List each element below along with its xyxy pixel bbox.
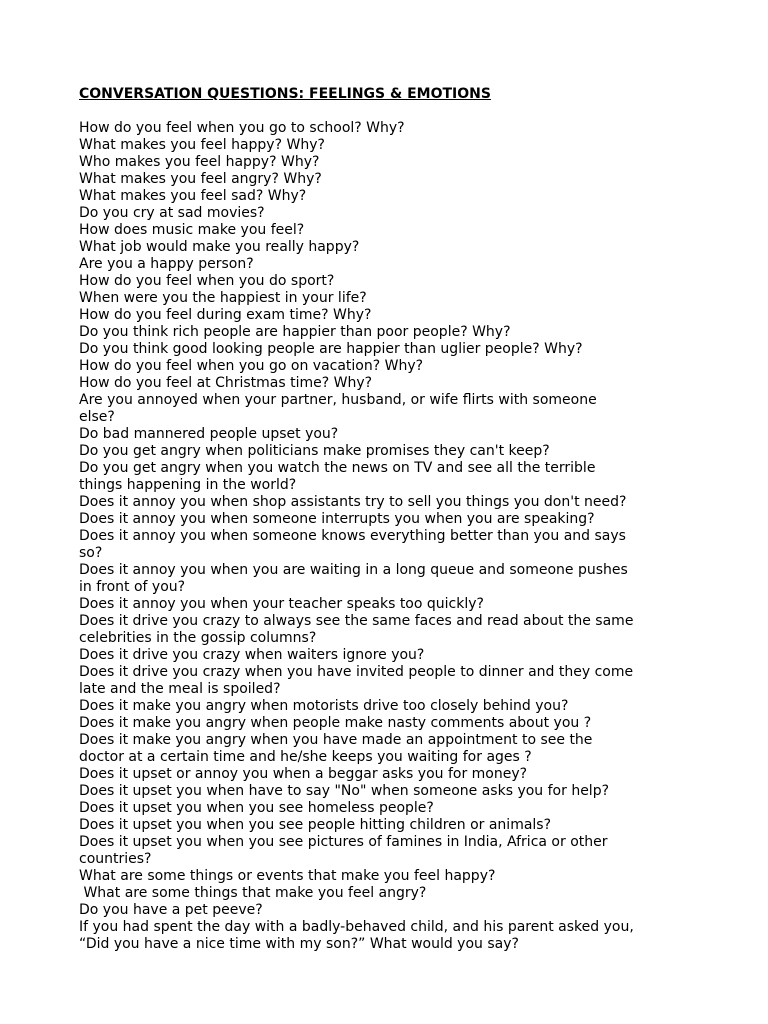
question-item: What are some things that make you feel angry? [79,885,427,901]
question-item: If you had spent the day with a badly-behaved child, and his parent asked you, “Did you have a nice time with my son?” What would you say? [79,919,634,952]
question-item: Does it annoy you when you are waiting in a long queue and someone pushes in front of you? [79,562,628,595]
question-item: Do you think rich people are happier than poor people? Why? [79,324,511,340]
question-item: Does it drive you crazy to always see the same faces and read about the same celebrities in the gossip columns? [79,613,634,646]
question-item: Does it upset you when you see people hitting children or animals? [79,817,552,833]
question-item: Do you get angry when politicians make promises they can't keep? [79,443,550,459]
question-item: Do you have a pet peeve? [79,902,263,918]
question-item: How do you feel during exam time? Why? [79,307,372,323]
question-item: Do bad mannered people upset you? [79,426,339,442]
question-item: When were you the happiest in your life? [79,290,367,306]
question-item: What are some things or events that make you feel happy? [79,868,496,884]
question-item: Does it make you angry when people make nasty comments about you ? [79,715,592,731]
question-item: How do you feel when you go to school? Why? [79,120,405,136]
question-item: How do you feel when you go on vacation? Why? [79,358,424,374]
question-item: Does it drive you crazy when you have invited people to dinner and they come late and the meal is spoiled? [79,664,634,697]
question-item: What makes you feel sad? Why? [79,188,307,204]
question-item: How do you feel at Christmas time? Why? [79,375,373,391]
question-item: Does it annoy you when someone interrupts you when you are speaking? [79,511,595,527]
question-item: Does it upset you when you see pictures of famines in India, Africa or other countries? [79,834,608,867]
question-item: Does it make you angry when motorists drive too closely behind you? [79,698,569,714]
question-item: Does it upset you when have to say "No" when someone asks you for help? [79,783,610,799]
question-item: Does it make you angry when you have made an appointment to see the doctor at a certain time and he/she keeps you waiting for ages ? [79,732,593,765]
question-item: Does it annoy you when someone knows everything better than you and says so? [79,528,626,561]
question-item: Does it annoy you when your teacher speaks too quickly? [79,596,484,612]
question-item: Does it upset you when you see homeless people? [79,800,434,816]
document-title: CONVERSATION QUESTIONS: FEELINGS & EMOTIONS [79,86,491,102]
question-item: How do you feel when you do sport? [79,273,335,289]
question-item: Who makes you feel happy? Why? [79,154,320,170]
question-item: Do you think good looking people are happier than uglier people? Why? [79,341,583,357]
question-item: Do you cry at sad movies? [79,205,265,221]
question-item: What job would make you really happy? [79,239,360,255]
question-item: Do you get angry when you watch the news on TV and see all the terrible things happening in the world? [79,460,596,493]
question-item: What makes you feel angry? Why? [79,171,322,187]
question-item: What makes you feel happy? Why? [79,137,325,153]
question-item: Are you a happy person? [79,256,254,272]
question-item: Does it drive you crazy when waiters ignore you? [79,647,425,663]
document-page [79,86,719,953]
question-item: Are you annoyed when your partner, husband, or wife flirts with someone else? [79,392,597,425]
question-item: Does it annoy you when shop assistants try to sell you things you don't need? [79,494,627,510]
question-list [79,120,719,953]
question-item: Does it upset or annoy you when a beggar asks you for money? [79,766,528,782]
question-item: How does music make you feel? [79,222,305,238]
